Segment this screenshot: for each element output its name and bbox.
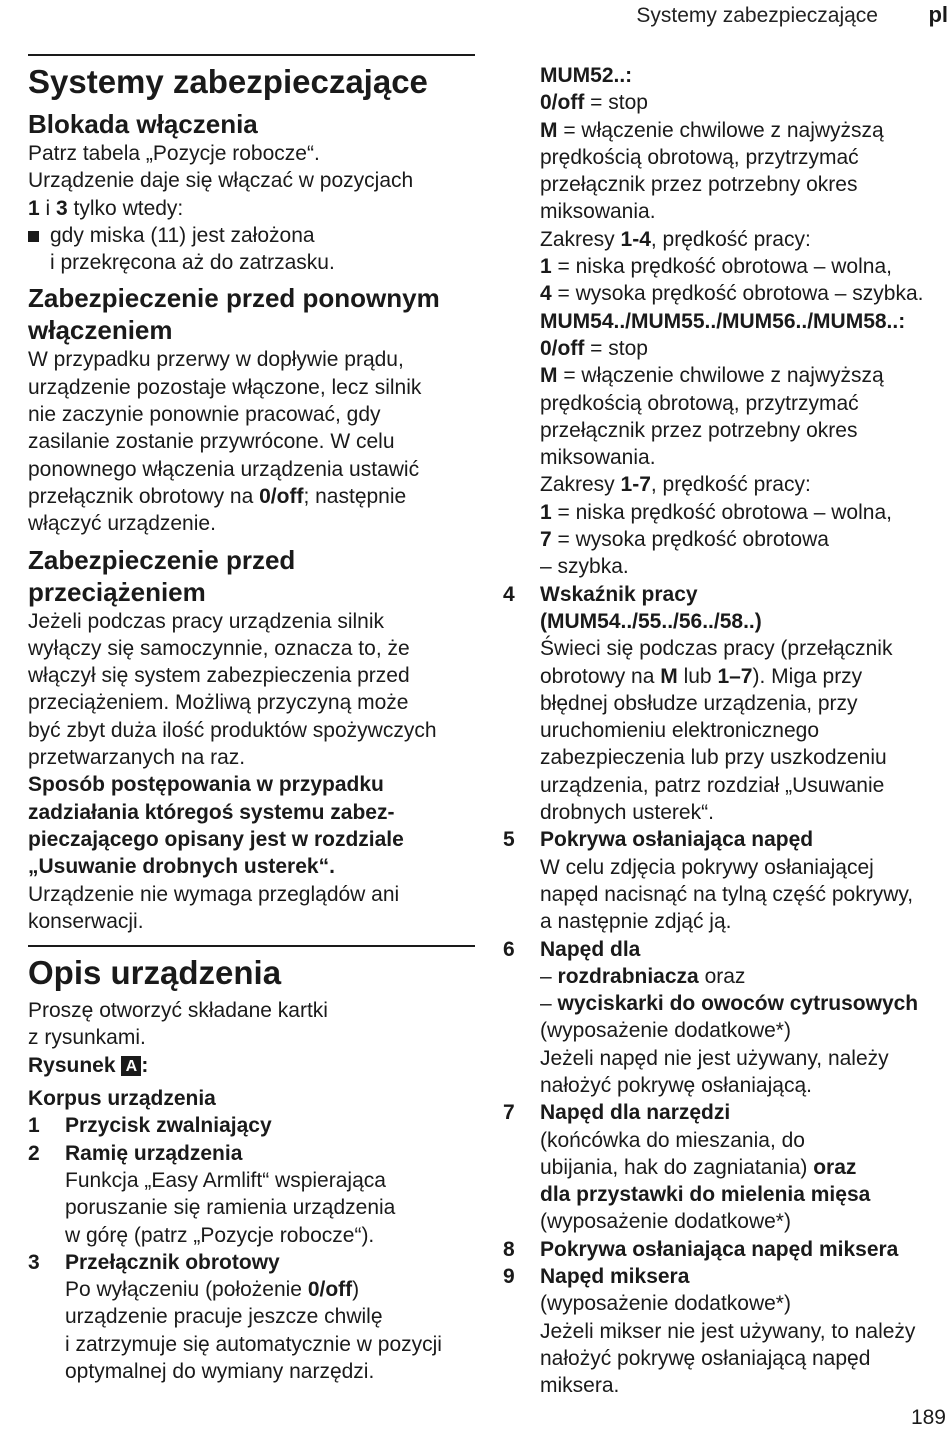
list-item-3: 3 Przełącznik obrotowy Po wyłączeniu (położenie 0/off) urządzenie pracuje jeszcze chwilę i zatrzymuje się automatycznie w pozycji optymalnej do wymiany narzędzi. xyxy=(28,1250,442,1383)
restart-paragraph: W przypadku przerwy w dopływie prądu, urządzenie pozostaje włączone, lecz silnik nie zaczynie ponownie pracować, gdy zasilanie zostanie przywrócone. W celu ponownego włączenia urządzenia ustawić przełącznik obrotowy na 0/off; następnie włączyć urządzenie. xyxy=(28,348,422,536)
overload-paragraph: Jeżeli podczas pracy urządzenia silnik wyłączy się samoczynnie, oznacza to, że włączył się system zabezpieczenia przed przeciążeniem. Możliwą przyczyną może być zbyt duża ilość produktów spożywczych przetwarzanych na raz. xyxy=(28,609,437,770)
list-item-8: 8 Pokrywa osłaniająca napęd miksera xyxy=(503,1237,899,1261)
section-title-safety: Systemy zabezpieczające xyxy=(28,63,428,100)
paragraph: Patrz tabela „Pozycje robocze“. xyxy=(28,142,320,165)
mum52-block: MUM52..: 0/off = stop M = włączenie chwilowe z najwyższą prędkością obrotową, przytrzymać przełącznik przez potrzebny okres miksowania. Zakresy 1-4, prędkość pracy: 1 = niska prędkość obrotowa – wolna, 4 = wysoka prędkość obrotowa – szybka. xyxy=(540,64,924,306)
list-item-9: 9 Napęd miksera (wyposażenie dodatkowe*) Jeżeli mikser nie jest używany, to należy nałożyć pokrywę osłaniającą napęd miksera. xyxy=(503,1265,916,1398)
section-rule xyxy=(28,54,475,56)
section-rule xyxy=(28,945,475,947)
bullet-item: gdy miska (11) jest założona i przekręcona aż do zatrzasku. xyxy=(28,222,475,277)
square-bullet-icon xyxy=(28,231,39,242)
list-item-4: 4 Wskaźnik pracy (MUM54../55../56../58..) Świeci się podczas pracy (przełącznik obrotowy na M lub 1–7). Miga przy błędnej obsłudze urządzenia, przy uruchomieniu elektronicznego zabezpieczenia lub przy uszkodzeniu urządzenia, patrz rozdział „Usuwanie drobnych usterek“. xyxy=(503,582,893,825)
running-header-title: Systemy zabezpieczające xyxy=(636,4,878,27)
left-column xyxy=(28,54,475,1385)
page-number: 189 xyxy=(910,1406,946,1429)
paragraph: Urządzenie daje się włączać w pozycjach xyxy=(28,169,414,193)
list-item-1: 1 Przycisk zwalniający xyxy=(28,1114,272,1138)
maintenance-paragraph: Urządzenie nie wymaga przeglądów ani konserwacji. xyxy=(28,882,400,933)
language-code: pl xyxy=(928,2,948,27)
description-paragraph: Proszę otworzyć składane kartki z rysunkami. xyxy=(28,999,328,1050)
section-title-description: Opis urządzenia xyxy=(28,954,282,992)
subsection-title-overload: Zabezpieczenie przed przeciążeniem xyxy=(28,544,296,607)
paragraph: 1 i 3 tylko wtedy: xyxy=(28,196,184,220)
list-item-5: 5 Pokrywa osłaniająca napęd W celu zdjęcia pokrywy osłaniającej napęd nacisnąć na tylną część pokrywy, a następnie zdjąć ją. xyxy=(503,828,914,934)
list-item-2: 2 Ramię urządzenia Funkcja „Easy Armlift“ wspierająca poruszanie się ramienia urządzenia w górę (patrz „Pozycje robocze“). xyxy=(28,1141,396,1247)
overload-note-bold: Sposób postępowania w przypadku zadziałania któregoś systemu zabez- pieczającego opisany jest w rozdziale „Usuwanie drobnych usterek“. xyxy=(28,773,404,879)
mum54-block: MUM54../MUM55../MUM56../MUM58..: 0/off = stop M = włączenie chwilowe z najwyższą prędkością obrotową, przytrzymać przełącznik przez potrzebny okres miksowania. Zakresy 1-7, prędkość pracy: 1 = niska prędkość obrotowa – wolna, 7 = wysoka prędkość obrotowa – szybka. xyxy=(540,309,906,579)
subsection-title-restart: Zabezpieczenie przed ponownym włączeniem xyxy=(28,283,440,346)
figure-label: Rysunek A : xyxy=(28,1053,149,1077)
running-header xyxy=(0,2,950,32)
list-item-7: 7 Napęd dla narzędzi (końcówka do mieszania, do ubijania, hak do zagniatania) oraz dla przystawki do mielenia mięsa (wyposażenie dodatkowe*) xyxy=(503,1101,871,1234)
body-heading: Korpus urządzenia xyxy=(28,1087,216,1111)
subsection-title-lock: Blokada włączenia xyxy=(28,109,258,139)
right-column xyxy=(503,62,950,1400)
list-item-6: 6 Napęd dla – rozdrabniacza oraz – wyciskarki do owoców cytrusowych (wyposażenie dodatkowe*) Jeżeli napęd nie jest używany, należy nałożyć pokrywę osłaniającą. xyxy=(503,937,919,1097)
figure-a-badge: A xyxy=(121,1056,141,1076)
